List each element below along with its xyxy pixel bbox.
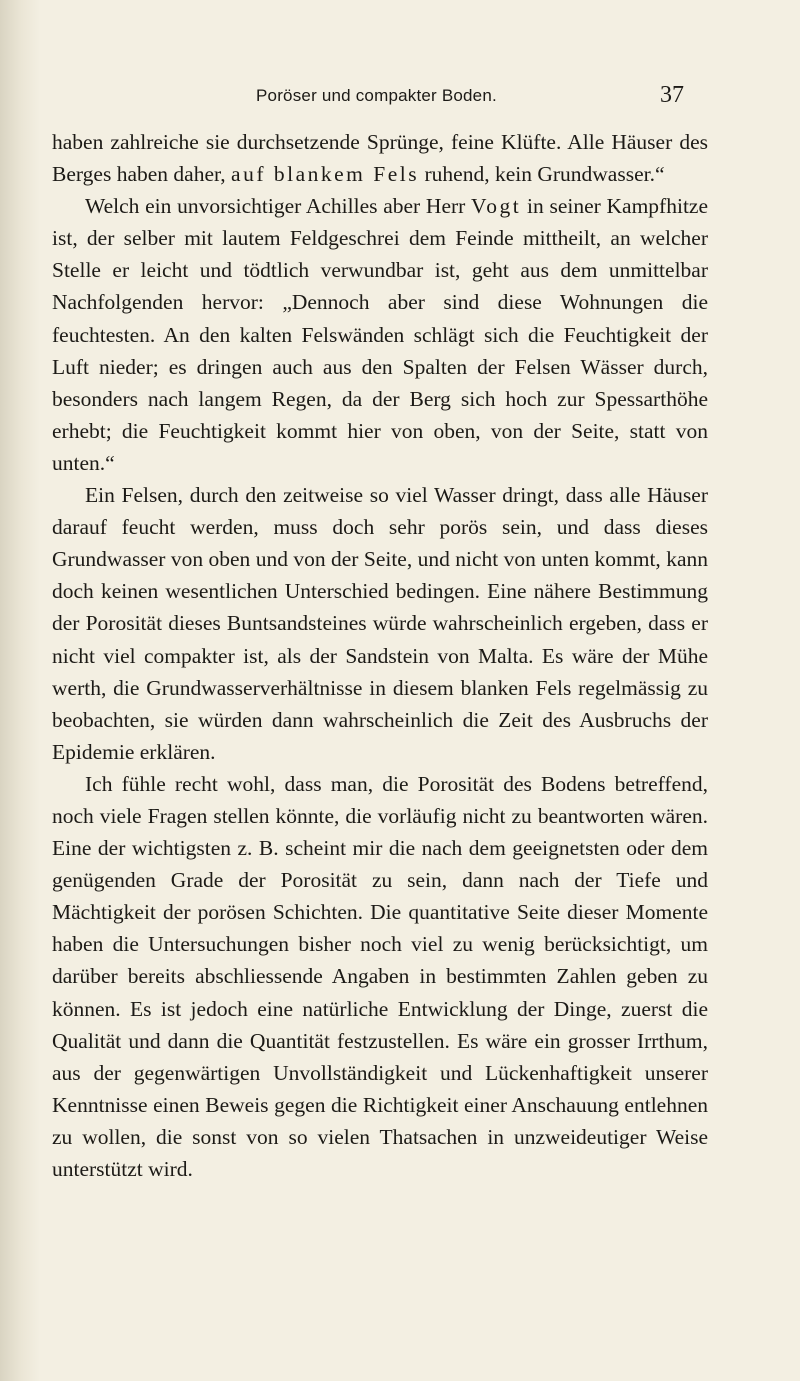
running-title: Poröser und compakter Boden. xyxy=(256,86,497,105)
text-run: Ein Felsen, durch den zeitweise so viel Wasser dringt, dass alle Häuser darauf feucht werden, muss doch sehr porös sein, und dass dieses Grundwasser von oben und von der Seite, und nicht von unten kommt, kann doch keinen wesentlichen Unterschied bedingen. Eine nähere Bestimmung der Porosität dieses Buntsandsteines würde wahrscheinlich ergeben, dass er nicht viel compakter ist, als der Sandstein von Malta. Es wäre der Mühe werth, die Grundwasserverhältnisse in diesem blanken Fels regelmässig zu beobachten, sie würden dann wahrscheinlich die Zeit des Ausbruchs der Epidemie erklären. xyxy=(52,483,708,764)
text-run: ruhend, kein Grundwasser.“ xyxy=(419,162,665,187)
page-header xyxy=(0,82,800,116)
body-text xyxy=(52,126,708,1185)
paragraph xyxy=(52,768,708,1185)
text-run: Welch ein unvorsichtiger Achilles aber Herr xyxy=(85,194,472,219)
text-run: Ich fühle recht wohl, dass man, die Porosität des Bodens betreffend, noch viele Fragen stellen könnte, die vorläufig nicht zu beantworten wären. Eine der wichtigsten z. B. scheint mir die nach dem geeignetsten oder dem genügenden Grade der Porosität zu sein, dann nach der Tiefe und Mächtigkeit der porösen Schichten. Die quantitative Seite dieser Momente haben die Untersuchungen bisher noch viel zu wenig berücksichtigt, um darüber bereits abschliessende Angaben in bestimmten Zahlen geben zu können. Es ist jedoch eine natürliche Entwicklung der Dinge, zuerst die Qualität und dann die Quantität festzustellen. Es wäre ein grosser Irrthum, aus der gegenwärtigen Unvollständigkeit und Lückenhaftigkeit unserer Kenntnisse einen Beweis gegen die Richtigkeit einer Anschauung entlehnen zu wollen, die sonst von so vielen Thatsachen in unzweideutiger Weise unterstützt wird. xyxy=(52,771,708,1181)
text-run: haben zahlreiche sie durchsetzende Sprünge, feine Klüfte. Alle Häuser des Berges haben daher, xyxy=(52,130,708,187)
paragraph xyxy=(52,479,708,768)
paragraph xyxy=(52,190,708,479)
emphasized-text: auf blankem Fels xyxy=(231,162,420,187)
text-run: in seiner Kampfhitze ist, der selber mit lautem Feldgeschrei dem Feinde mittheilt, an welcher Stelle er leicht und tödtlich verwundbar ist, geht aus dem unmittelbar Nachfolgenden hervor: „Dennoch aber sind diese Wohnungen die feuchtesten. An den kalten Felswänden schlägt sich die Feuchtigkeit der Luft nieder; es dringen auch aus den Spalten der Felsen Wässer durch, besonders nach langem Regen, da der Berg sich hoch zur Spessarthöhe erhebt; die Feuchtigkeit kommt hier von oben, von der Seite, statt von unten.“ xyxy=(52,194,709,475)
page-number: 37 xyxy=(660,82,684,108)
page-binding-shadow xyxy=(0,0,40,1381)
paragraph xyxy=(52,126,708,190)
emphasized-name: Vogt xyxy=(471,194,522,219)
